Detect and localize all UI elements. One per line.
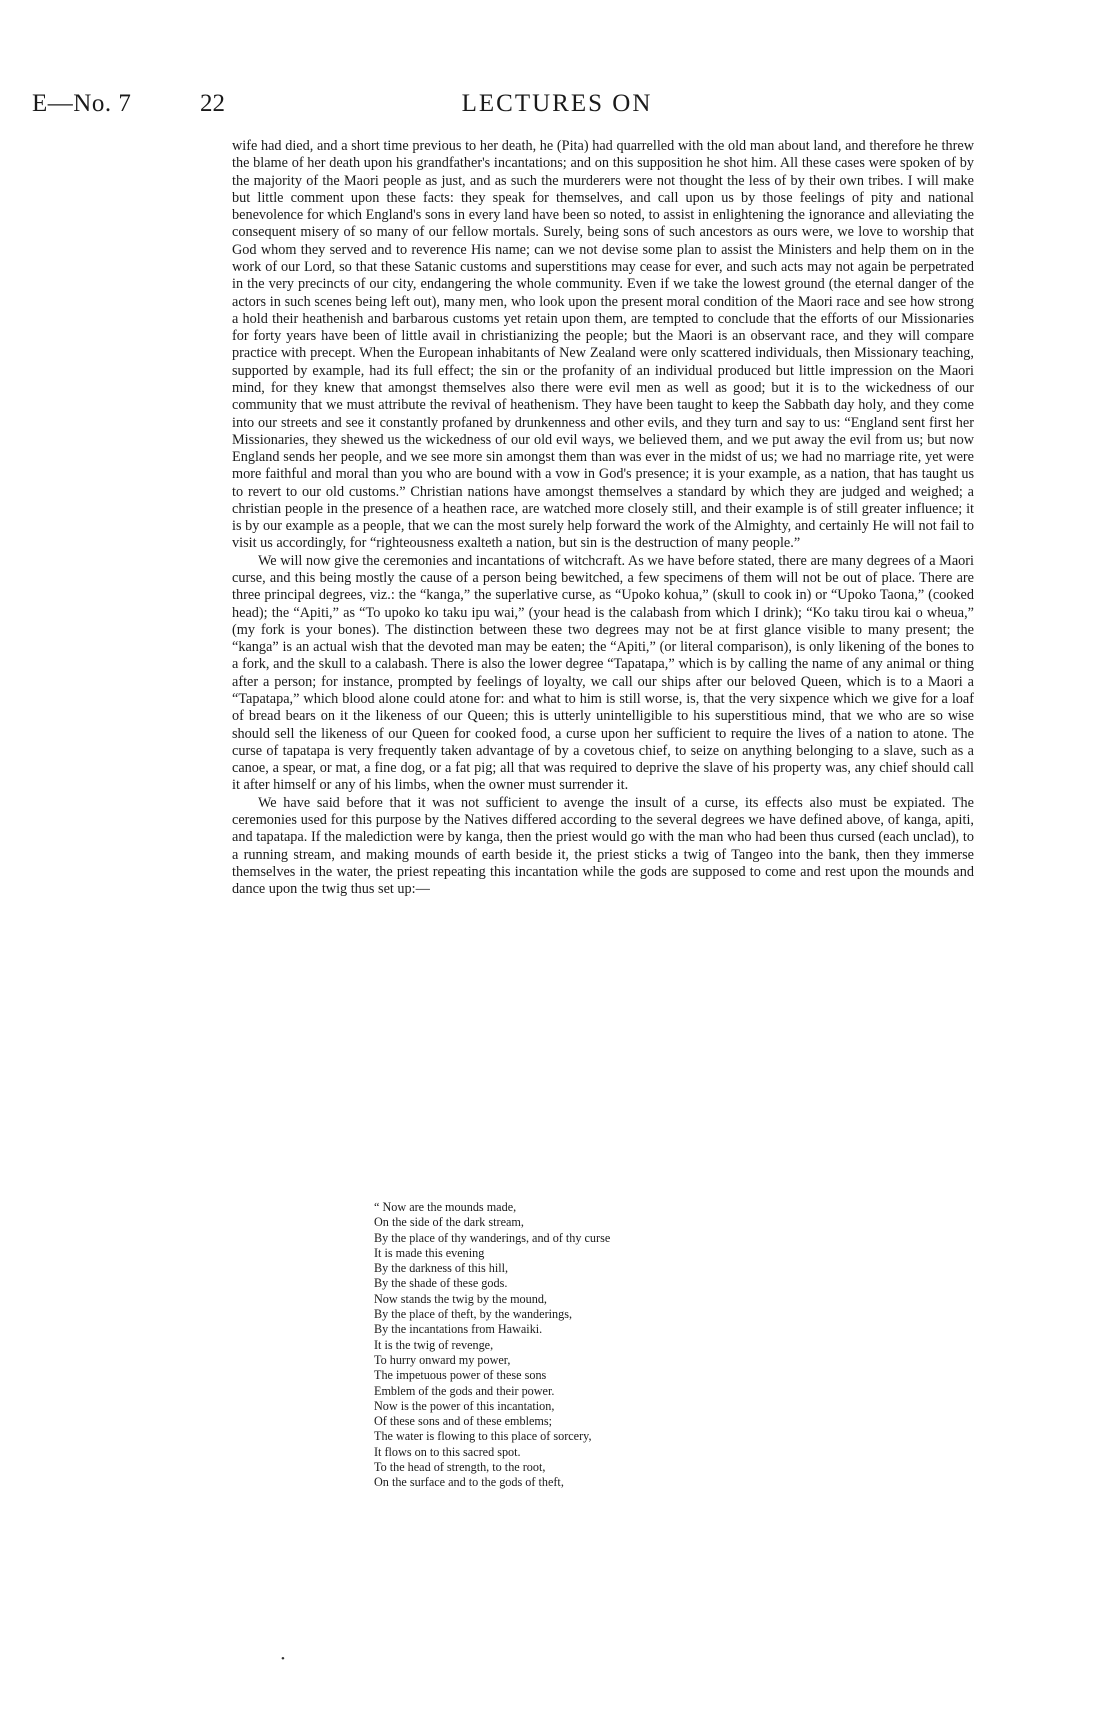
paragraph: We will now give the ceremonies and incantations of witchcraft. As we have before stated, there are many degrees of a Maori curse, and this being mostly the cause of a person being bewitched, a few specimens of them will not be out of place. There are three principal degrees, viz.: the “kanga,” the superlative curse, as “Upoko kohua,” (skull to cook in) or “Upoko Taona,” (cooked head); the “Apiti,” as “To upoko ko taku ipu wai,” (your head is the calabash from which I drink); “Ko taku tirou kai o wheua,” (my fork is your bones). The distinction between these two degrees may not be at first glance visible to many present; the “kanga” is an actual wish that the devoted man may be eaten; the “Apiti,” (or literal comparison), is only likening of the bones to a fork, and the skull to a calabash. There is also the lower degree “Tapatapa,” which is by calling the name of any animal or thing after a person; for instance, prompted by feelings of loyalty, we call our ships after our beloved Queen, which is to a Maori a “Tapatapa,” which blood alone could atone for: and what to him is still worse, is, that the very sixpence which we give for a loaf of bread bears on it the likeness of our Queen; this is utterly unintelligible to his superstitious mind, that we who are so wise should sell the likeness of our Queen for cooked food, a curse upon her sufficient to require the lives of a nation to atone. The curse of tapatapa is very frequently taken advantage of by a covetous chief, to seize on anything belonging to a slave, such as a canoe, a spear, or mat, a fine dog, or a fat pig; all that was required to deprive the slave of his property was, any chief should call it after himself or any of his limbs, when the owner must surrender it. (232, 552, 974, 794)
verse-line: It is the twig of revenge, (374, 1337, 494, 1352)
running-title: LECTURES ON (461, 90, 653, 117)
paragraph: wife had died, and a short time previous to her death, he (Pita) had quarrelled with the old man about land, and therefore he threw the blame of her death upon his grandfather's incantations; and on this supposition he shot him. All these cases were spoken of by the majority of the Maori people as just, and as such the murderers were not thought the less of by their own tribes. I will make but little comment upon these facts: they speak for themselves, and call upon us by those feelings of pity and national benevolence for which England's sons in every land have been so noted, to assist in enlightening the ignorance and alleviating the consequent misery of so many of our fellow mortals. Surely, being sons of such ancestors as ours were, we love to worship that God whom they served and to reverence His name; can we not devise some plan to assist the Ministers and help them on in the work of our Lord, so that these Satanic customs and superstitions may cease for ever, and such acts may not again be perpetrated in the very precincts of our city, endangering the whole community. Even if we take the lowest ground (the eternal danger of the actors in such scenes being left out), many men, who look upon the present moral condition of the Maori race and see how strong a hold their heathenish and barbarous customs yet retain upon them, are tempted to conclude that the efforts of our Missionaries for forty years have been of little avail in christianizing the people; but the Maori is an observant race, and they will compare practice with precept. When the European inhabitants of New Zealand were only scattered individuals, then Missionary teaching, supported by example, had its full effect; the sin or the profanity of an individual produced but little impression on the Maori mind, for they knew that amongst themselves also there were evil men as well as good; but it is to the wickedness of our community that we must attribute the revival of heathenism. They have been taught to keep the Sabbath day holy, and they come into our streets and see it constantly profaned by drunkenness and other evils, and they turn and say to us: “England sent first her Missionaries, they shewed us the wickedness of our old evil ways, we believed them, and we put away the evil from us; but now England sends her people, and we see more sin amongst them than was ever in the midst of us; we had no marriage rite, yet were more faithful and moral than you who are bound with a vow in God's presence; it is your example, as a nation, that has taught us to revert to our old customs.” Christian nations have amongst themselves a standard by which they are judged and weighed; a christian people in the presence of a heathen race, are watched more closely still, and their example is of still greater influence; it is by our example as a people, that we can the most surely help forward the work of the Almighty, and certainly He will not fail to visit us accordingly, for “righteousness exalteth a nation, but sin is the destruction of many people.” (232, 138, 974, 552)
verse-line: It is made this evening (374, 1245, 485, 1260)
verse-line: By the darkness of this hill, (374, 1261, 509, 1276)
incantation-verse (374, 1200, 804, 1491)
verse-line: By the place of theft, by the wanderings, (374, 1307, 572, 1322)
verse-line: To hurry onward my power, (374, 1352, 511, 1367)
verse-line: On the surface and to the gods of theft, (374, 1475, 564, 1490)
running-header (0, 0, 1114, 130)
page-number: 22 (200, 90, 225, 117)
body-text (232, 138, 974, 898)
printer-mark: • (281, 1653, 285, 1665)
verse-line: Now stands the twig by the mound, (374, 1291, 547, 1306)
verse-line: To the head of strength, to the root, (374, 1460, 546, 1475)
paragraph: We have said before that it was not sufficient to avenge the insult of a curse, its effects also must be expiated. The ceremonies used for this purpose by the Natives differed according to the several degrees we have defined above, of kanga, apiti, and tapatapa. If the malediction were by kanga, then the priest would go with the man who had been thus cursed (each unclad), to a running stream, and making mounds of earth beside it, the priest sticks a twig of Tangeo into the bank, then they immerse themselves in the water, the priest repeating this incantation while the gods are supposed to come and rest upon the mounds and dance upon the twig thus set up:— (232, 794, 974, 898)
verse-line: By the incantations from Hawaiki. (374, 1322, 543, 1337)
verse-line: On the side of the dark stream, (374, 1215, 524, 1230)
verse-line: “ Now are the mounds made, (374, 1200, 517, 1214)
verse-line: By the shade of these gods. (374, 1276, 508, 1291)
verse-line: Emblem of the gods and their power. (374, 1383, 555, 1398)
verse-line: Of these sons and of these emblems; (374, 1414, 553, 1429)
verse-line: By the place of thy wanderings, and of thy curse (374, 1230, 611, 1245)
verse-line: Now is the power of this incantation, (374, 1398, 555, 1413)
document-reference: E—No. 7 (32, 90, 132, 117)
verse-line: It flows on to this sacred spot. (374, 1444, 521, 1459)
verse-line: The water is flowing to this place of sorcery, (374, 1429, 592, 1444)
verse-line: The impetuous power of these sons (374, 1368, 547, 1383)
